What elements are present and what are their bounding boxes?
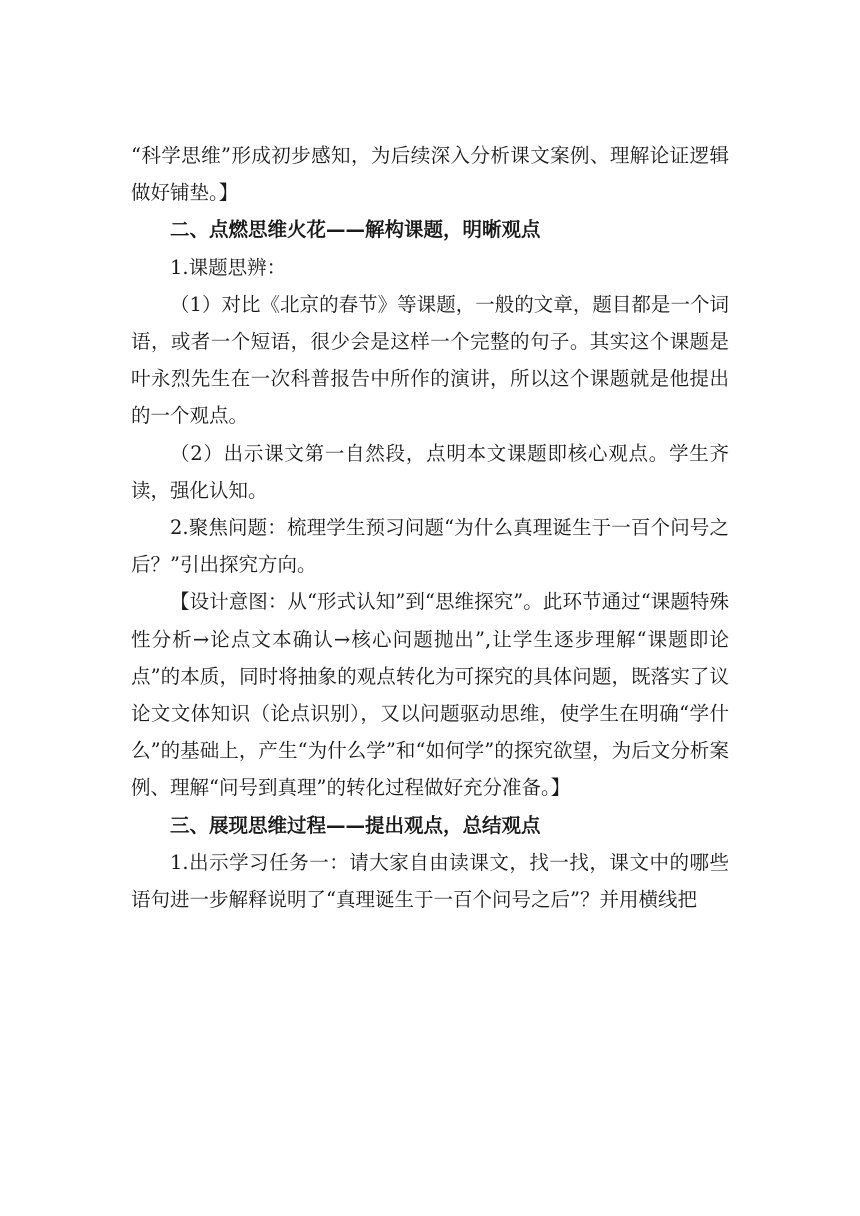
- paragraph-topic-analysis: 1.课题思辨：: [170, 255, 287, 279]
- paragraph-first-section: （2）出示课文第一自然段，点明本文课题即核心观点。学生齐读，强化认知。: [131, 441, 729, 502]
- paragraph-continuation: “科学思维”形成初步感知，为后续深入分析课文案例、理解论证逻辑做好铺垫。】: [131, 144, 729, 205]
- paragraph-design-intent: 【设计意图：从“形式认知”到“思维探究”。此环节通过“课题特殊性分析→论点文本确认→核心问题抛出”,让学生逐步理解“课题即论点”的本质，同时将抽象的观点转化为可探究的具体问题，既落实了议论文文体知识（论点识别），又以问题驱动思维，使学生在明确“学什么”的基础上，产生“为什么学”和“如何学”的探究欲望，为后文分析案例、理解“问号到真理”的转化过程做好充分准备。】: [131, 590, 729, 800]
- paragraph-learning-task: 1.出示学习任务一：请大家自由读课文，找一找，课文中的哪些语句进一步解释说明了“真理诞生于一百个问号之后”？并用横线把: [131, 850, 729, 912]
- paragraph-focus-question: 2.聚焦问题：梳理学生预习问题“为什么真理诞生于一百个问号之后？”引出探究方向。: [131, 516, 729, 577]
- section-heading-2: 二、点燃思维火花——解构课题，明晰观点: [170, 218, 541, 242]
- paragraph-compare-titles: （1）对比《北京的春节》等课题，一般的文章，题目都是一个词语，或者一个短语，很少会是这样一个完整的句子。其实这个课题是叶永烈先生在一次科普报告中所作的演讲，所以这个课题就是他提出的一个观点。: [131, 292, 729, 428]
- section-heading-3: 三、展现思维过程——提出观点，总结观点: [170, 813, 541, 837]
- document-page: [131, 137, 729, 918]
